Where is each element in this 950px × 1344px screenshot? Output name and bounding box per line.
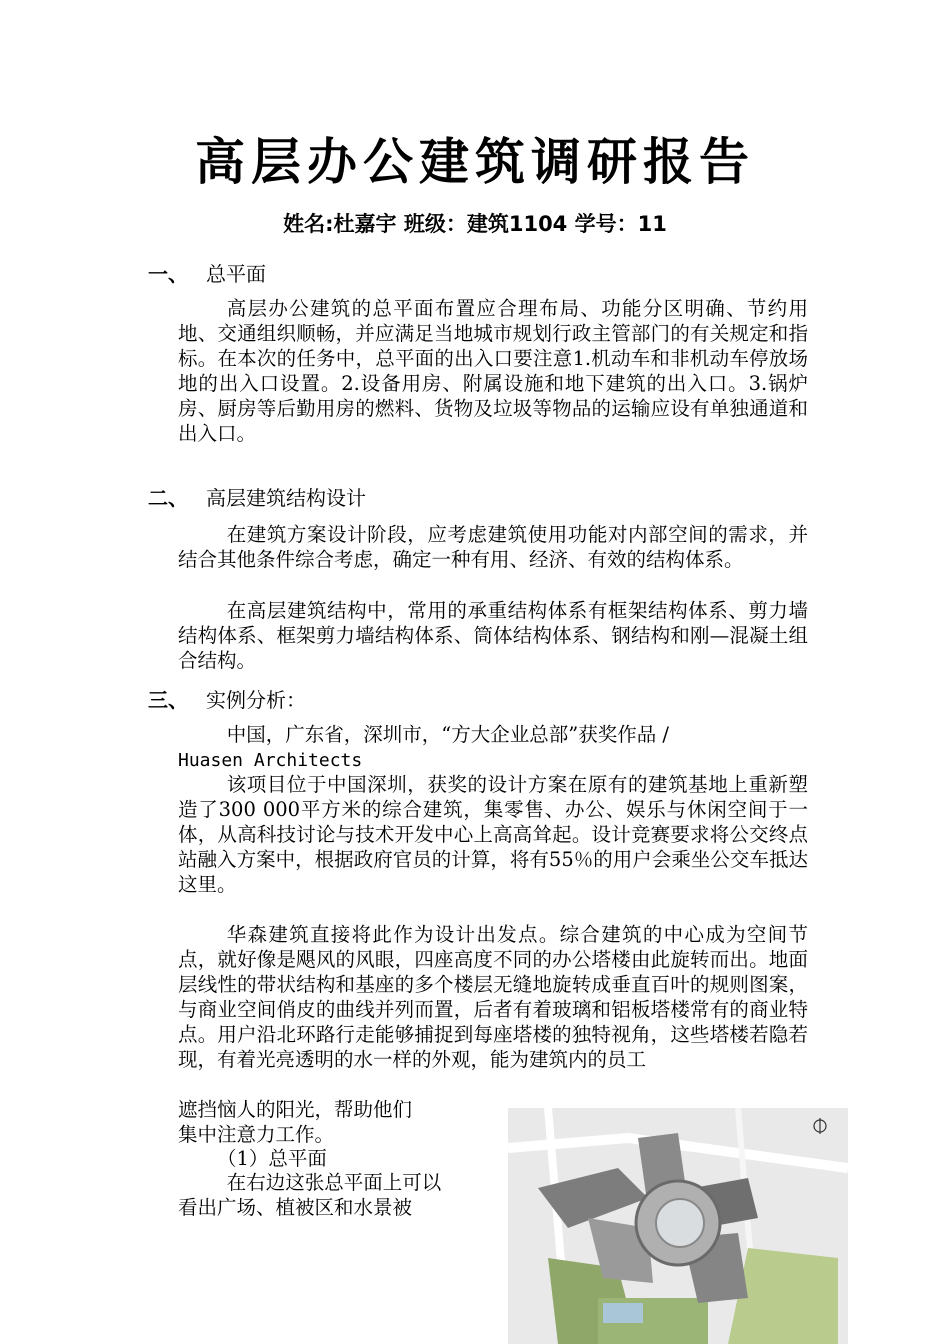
- paragraph-continued: 集中注意力工作。: [178, 1123, 335, 1146]
- site-plan-image: [508, 1108, 848, 1344]
- author-line: 姓名:杜嘉宇 班级：建筑1104 学号：11: [283, 212, 667, 236]
- section-heading-3: [148, 684, 306, 713]
- paragraph: 在右边这张总平面上可以: [226, 1171, 442, 1194]
- section-number: 二、: [148, 486, 188, 510]
- section-title: 总平面: [206, 262, 266, 286]
- page-title: 高层办公建筑调研报告: [195, 132, 755, 191]
- section-number: 一、: [148, 262, 188, 286]
- paragraph: 在建筑方案设计阶段，应考虑建筑使用功能对内部空间的需求，并结合其他条件综合考虑，确定一种有用、经济、有效的结构体系。: [178, 523, 808, 571]
- sub-heading: （1）总平面: [217, 1147, 327, 1170]
- architect-name: Huasen Architects: [178, 750, 363, 771]
- section-heading-1: [148, 258, 266, 287]
- paragraph: 看出广场、植被区和水景被: [178, 1196, 413, 1219]
- site-plan-drawing: [508, 1108, 848, 1344]
- paragraph: 高层办公建筑的总平面布置应合理布局、功能分区明确、节约用地、交通组织顺畅，并应满足当地城市规划行政主管部门的有关规定和指标。在本次的任务中，总平面的出入口要注意1.机动车和非机动车停放场地的出入口设置。2.设备用房、附属设施和地下建筑的出入口。3.锅炉房、厨房等后勤用房的燃料、货物及垃圾等物品的运输应设有单独通道和出入口。: [178, 297, 808, 445]
- paragraph: 该项目位于中国深圳，获奖的设计方案在原有的建筑基地上重新塑造了300 000平方米的综合建筑，集零售、办公、娱乐与休闲空间于一体，从高科技讨论与技术开发中心上高高耸起。设计竞赛要求将公交终点站融入方案中，根据政府官员的计算，将有55％的用户会乘坐公交车抵达这里。: [178, 773, 808, 896]
- section-number: 三、: [148, 688, 188, 712]
- section-title: 实例分析：: [206, 688, 306, 712]
- paragraph: 在高层建筑结构中，常用的承重结构体系有框架结构体系、剪力墙结构体系、框架剪力墙结构体系、筒体结构体系、钢结构和刚—混凝土组合结构。: [178, 599, 808, 672]
- section-title: 高层建筑结构设计: [206, 486, 366, 510]
- paragraph: 华森建筑直接将此作为设计出发点。综合建筑的中心成为空间节点，就好像是飓风的风眼，四座高度不同的办公塔楼由此旋转而出。地面层线性的带状结构和基座的多个楼层无缝地旋转成垂直百叶的规则图案，与商业空间俏皮的曲线并列而置，后者有着玻璃和铝板塔楼常有的商业特点。用户沿北环路行走能够捕捉到每座塔楼的独特视角，这些塔楼若隐若现，有着光亮透明的水一样的外观，能为建筑内的员工: [178, 923, 808, 1071]
- case-intro: 中国，广东省，深圳市，“方大企业总部”获奖作品 /: [226, 723, 669, 746]
- paragraph-continued: 遮挡恼人的阳光，帮助他们: [178, 1098, 413, 1121]
- section-heading-2: [148, 482, 366, 511]
